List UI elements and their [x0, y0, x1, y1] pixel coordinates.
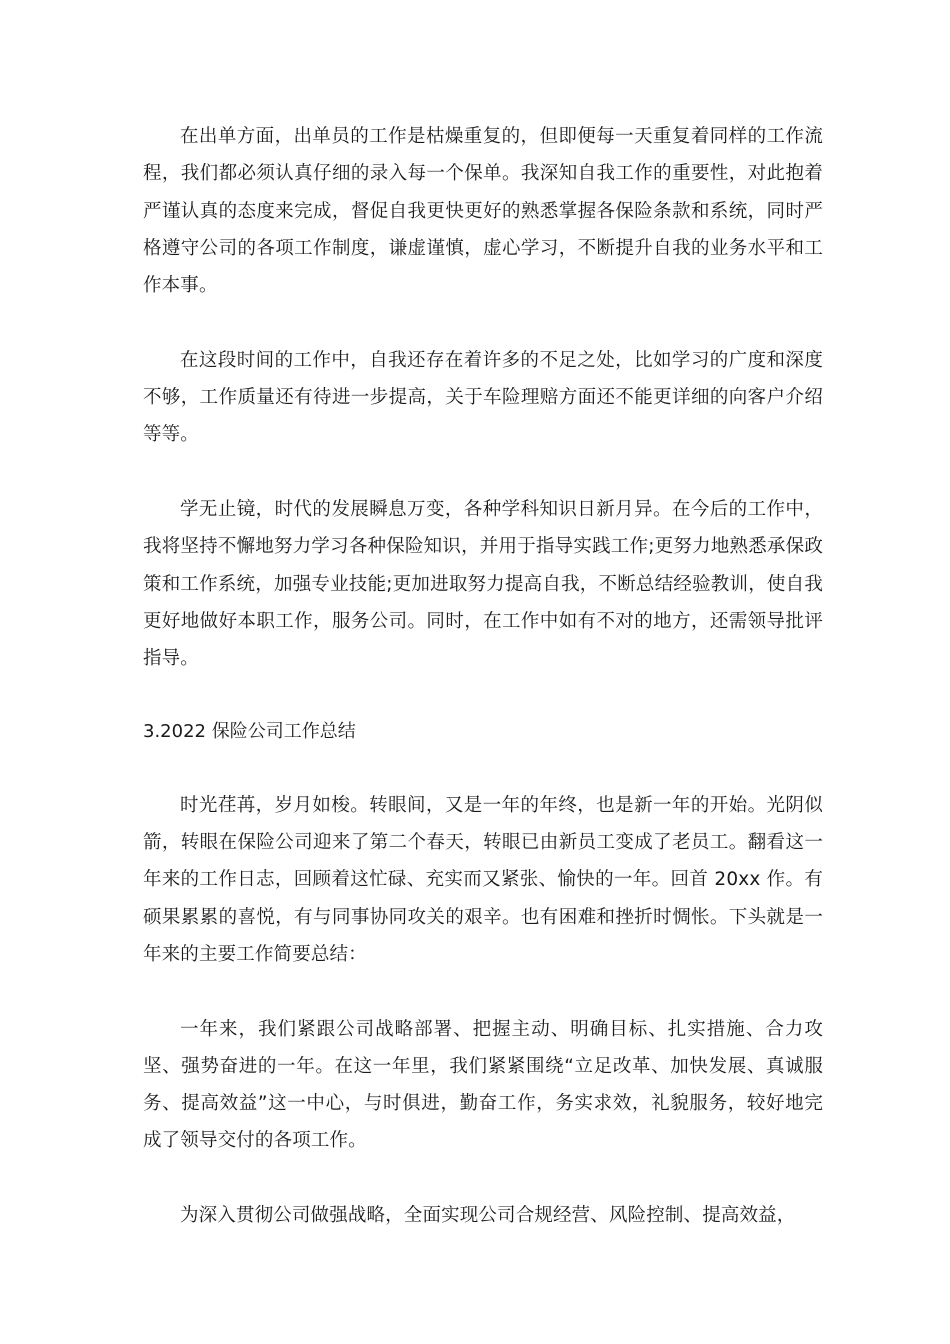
paragraph-shortcomings: 在这段时间的工作中，自我还存在着许多的不足之处，比如学习的广度和深度不够，工作质量还有待进一步提高，关于车险理赔方面还不能更详细的向客户介绍等等。	[143, 349, 823, 446]
section-heading: 3.2022 保险公司工作总结	[143, 721, 356, 743]
paragraph-compliance: 为深入贯彻公司做强战略，全面实现公司合规经营、风险控制、提高效益，	[180, 1205, 796, 1227]
paragraph-future-plans: 学无止镜，时代的发展瞬息万变，各种学科知识日新月异。在今后的工作中，我将坚持不懈地努力学习各种保险知识，并用于指导实践工作;更努力地熟悉承保政策和工作系统，加强专业技能;更加进取努力提高自我，不断总结经验教训，使自我更好地做好本职工作，服务公司。同时，在工作中如有不对的地方，还需领导批评指导。	[143, 498, 823, 670]
paragraph-issuing-work: 在出单方面，出单员的工作是枯燥重复的，但即便每一天重复着同样的工作流程，我们都必须认真仔细的录入每一个保单。我深知自我工作的重要性，对此抱着严谨认真的态度来完成，督促自我更快更好的熟悉掌握各保险条款和系统，同时严格遵守公司的各项工作制度，谦虚谨慎，虚心学习，不断提升自我的业务水平和工作本事。	[143, 126, 823, 297]
document-body	[143, 118, 823, 1234]
paragraph-company-strategy: 一年来，我们紧跟公司战略部署、把握主动、明确目标、扎实措施、合力攻坚、强势奋进的一年。在这一年里，我们紧紧围绕“立足改革、加快发展、真诚服务、提高效益”这一中心，与时俱进，勤奋工作，务实求效，礼貌服务，较好地完成了领导交付的各项工作。	[143, 1018, 823, 1152]
paragraph-year-review: 时光荏苒，岁月如梭。转眼间，又是一年的年终，也是新一年的开始。光阴似箭，转眼在保险公司迎来了第二个春天，转眼已由新员工变成了老员工。翻看这一年来的工作日志，回顾着这忙碌、充实而又紧张、愉快的一年。回首 20xx 作。有硕果累累的喜悦，有与同事协同攻关的艰辛。也有困难和挫折时惆怅。下头就是一年来的主要工作简要总结：	[143, 794, 823, 965]
